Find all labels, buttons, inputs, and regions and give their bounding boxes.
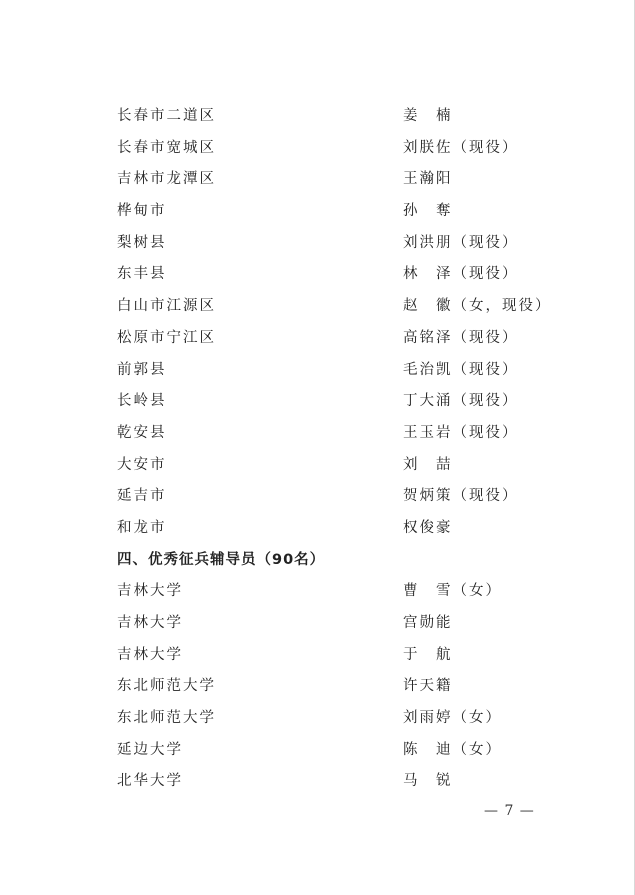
list-row	[117, 291, 577, 323]
list-row	[117, 164, 577, 196]
person-name: 高铭泽（现役）	[403, 329, 519, 346]
list-row	[117, 386, 577, 418]
unit-name: 桦甸市	[117, 203, 167, 220]
list-row	[117, 418, 577, 450]
page-number: — 7 —	[484, 803, 535, 819]
person-name: 王玉岩（现役）	[403, 424, 519, 441]
unit-name: 延边大学	[117, 741, 183, 758]
unit-name: 吉林市龙潭区	[117, 171, 216, 188]
list-row	[117, 101, 577, 133]
unit-name: 东北师范大学	[117, 710, 216, 727]
person-name: 孙 奪	[403, 203, 453, 220]
person-name: 曹 雪（女）	[403, 583, 502, 600]
unit-name: 和龙市	[117, 519, 167, 536]
person-name: 姜 楠	[403, 108, 453, 124]
unit-name: 吉林大学	[117, 583, 183, 600]
person-name: 刘洪朋（现役）	[403, 234, 519, 251]
person-name: 马 锐	[403, 773, 453, 790]
person-name: 于 航	[403, 646, 453, 663]
list-row	[117, 196, 577, 228]
person-name: 林 泽（现役）	[403, 266, 519, 283]
person-name: 刘 喆	[403, 456, 453, 473]
person-name: 权俊豪	[403, 519, 453, 536]
section-heading: 四、优秀征兵辅导员（90名）	[117, 551, 326, 568]
person-name: 王瀚阳	[403, 171, 453, 188]
person-name: 陈 迪（女）	[403, 741, 502, 758]
list-row	[117, 766, 577, 798]
unit-name: 大安市	[117, 456, 167, 473]
list-row	[117, 323, 577, 355]
unit-name: 前郭县	[117, 361, 167, 378]
list-row	[117, 671, 577, 703]
list-row	[117, 576, 577, 608]
person-name: 刘雨婷（女）	[403, 710, 502, 727]
unit-name: 北华大学	[117, 773, 183, 790]
unit-name: 松原市宁江区	[117, 329, 216, 346]
list-row	[117, 703, 577, 735]
list-row	[117, 481, 577, 513]
list-row	[117, 450, 577, 482]
unit-name: 梨树县	[117, 234, 167, 251]
unit-name: 东丰县	[117, 266, 167, 283]
unit-name: 乾安县	[117, 424, 167, 441]
unit-name: 长春市宽城区	[117, 139, 216, 156]
unit-name: 白山市江源区	[117, 298, 216, 315]
person-name: 赵 徽（女，现役）	[403, 298, 552, 315]
list-row	[117, 608, 577, 640]
list-row	[117, 640, 577, 672]
list-row	[117, 513, 577, 545]
person-name: 丁大涌（现役）	[403, 393, 519, 410]
unit-name: 长春市二道区	[117, 108, 216, 124]
list-row	[117, 228, 577, 260]
unit-name: 延吉市	[117, 488, 167, 505]
list-row	[117, 259, 577, 291]
person-name: 贺炳策（现役）	[403, 488, 519, 505]
award-list	[117, 101, 577, 798]
person-name: 宫勋能	[403, 615, 453, 631]
person-name: 许天籍	[403, 678, 453, 695]
list-row	[117, 355, 577, 387]
unit-name: 东北师范大学	[117, 678, 216, 695]
person-name: 刘朕佐（现役）	[403, 139, 519, 156]
list-row	[117, 735, 577, 767]
unit-name: 长岭县	[117, 393, 167, 410]
unit-name: 吉林大学	[117, 646, 183, 663]
list-row	[117, 133, 577, 165]
unit-name: 吉林大学	[117, 615, 183, 631]
person-name: 毛治凯（现役）	[403, 361, 519, 378]
